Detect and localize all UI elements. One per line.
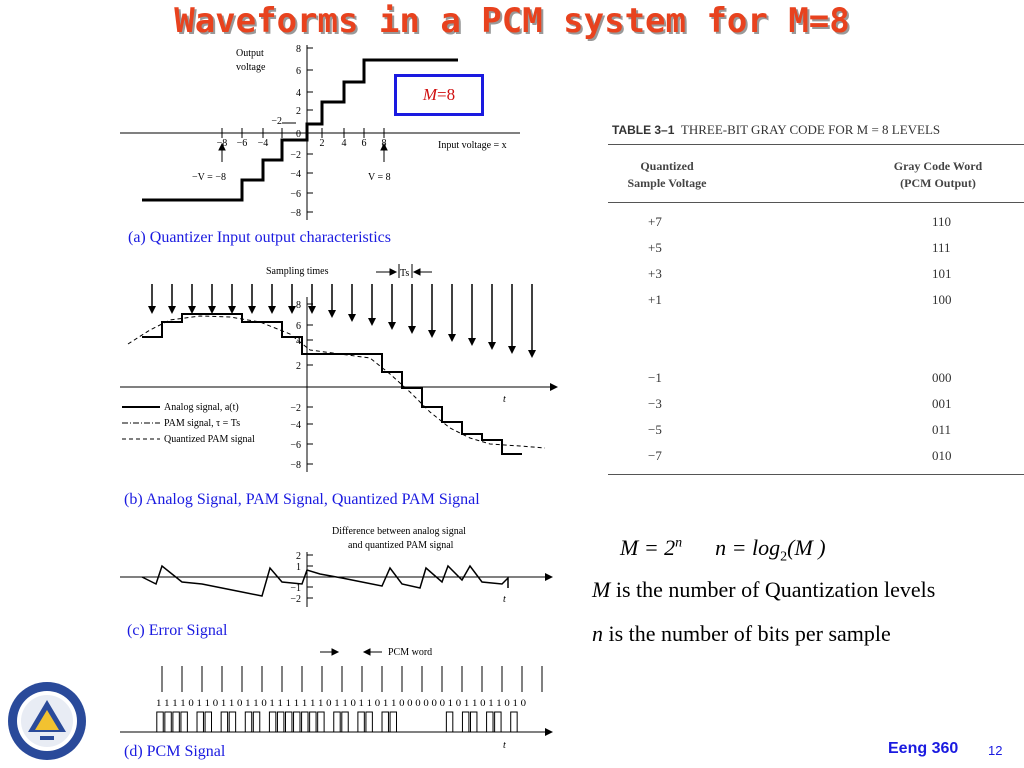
table-row	[608, 448, 1024, 474]
table-row	[608, 214, 1024, 240]
quantized-value: +7	[648, 214, 662, 229]
a-y-tick-label: −6	[290, 189, 301, 200]
sampling-arrowhead	[508, 346, 516, 354]
error-label-1: Difference between analog signal	[332, 526, 466, 537]
neg-v-label: −V = −8	[192, 172, 226, 183]
table-caption-text: THREE-BIT GRAY CODE FOR M = 8 LEVELS	[680, 122, 941, 137]
eq1-left: M = 2	[620, 535, 676, 560]
pos-v-label: V = 8	[368, 172, 391, 183]
a-x-tick-label: −2	[271, 116, 282, 127]
pcm-word-label: PCM word	[388, 647, 433, 658]
b-y-tick-label: 2	[296, 361, 301, 372]
formula-equations	[620, 535, 826, 565]
legend-analog: Analog signal, a(t)	[164, 402, 239, 413]
col-header-quantized	[612, 158, 722, 192]
caption-c: (c) Error Signal	[127, 622, 228, 639]
pcm-pulse	[205, 712, 211, 732]
pcm-pulse	[462, 712, 468, 732]
col1-line1: Quantized	[640, 159, 694, 173]
pcm-pulse	[487, 712, 493, 732]
pcm-pulse	[390, 712, 396, 732]
a-y-tick-label: 8	[296, 44, 301, 55]
pcm-signal-plot	[120, 640, 550, 750]
quantized-value: +1	[648, 292, 662, 307]
a-y-tick-label: 2	[296, 106, 301, 117]
pcm-pulse	[221, 712, 227, 732]
col2-line1: Gray Code Word	[893, 159, 983, 173]
n-var: n	[592, 621, 603, 646]
output-label-2: voltage	[236, 62, 266, 73]
pcm-pulse	[366, 712, 372, 732]
pcm-pulse	[342, 712, 348, 732]
ts-label: Ts	[400, 268, 410, 279]
col1-line2: Sample Voltage	[627, 176, 707, 190]
a-y-tick-label: −8	[290, 208, 301, 219]
b-y-tick-label: 4	[296, 336, 301, 347]
sampling-arrowhead	[428, 330, 436, 338]
t-label-d: t	[503, 740, 506, 751]
output-label-1: Output	[236, 48, 264, 59]
error-signal-plot	[120, 522, 550, 612]
input-voltage-label: Input voltage = x	[438, 140, 507, 151]
sampling-arrowhead	[148, 306, 156, 314]
pcm-pulse	[197, 712, 203, 732]
error-waveform	[142, 566, 508, 596]
sampling-arrowhead	[408, 326, 416, 334]
pcm-pulse	[495, 712, 501, 732]
m-equals-8-box	[394, 74, 484, 116]
gray-code-value: 101	[932, 266, 952, 281]
caption-a: (a) Quantizer Input output characteristics	[128, 229, 391, 246]
eq2-sub: 2	[780, 549, 788, 565]
legend-quantized-pam: Quantized PAM signal	[164, 434, 255, 445]
c-y-tick-label: 2	[296, 551, 301, 562]
b-y-tick-label: 8	[296, 300, 301, 311]
sampling-arrowhead	[368, 318, 376, 326]
sampling-arrowhead	[248, 306, 256, 314]
sampling-arrowhead	[528, 350, 536, 358]
pcm-pulse	[269, 712, 275, 732]
gray-code-value: 000	[932, 370, 952, 385]
table-row	[608, 370, 1024, 396]
sampling-arrowhead	[468, 338, 476, 346]
pcm-pulse	[382, 712, 388, 732]
eq2-left: n = log	[715, 535, 781, 560]
a-y-tick-label: 4	[296, 88, 301, 99]
pcm-pulse	[277, 712, 283, 732]
sampling-arrowhead	[228, 306, 236, 314]
a-y-tick-label: −2	[290, 150, 301, 161]
page-number: 12	[988, 743, 1003, 758]
pcm-pulse	[470, 712, 476, 732]
a-x-tick-label: 6	[361, 138, 367, 149]
pcm-pulse	[446, 712, 452, 732]
b-y-tick-label: 6	[296, 321, 301, 332]
table-row	[608, 240, 1024, 266]
pcm-pulse	[294, 712, 300, 732]
quantized-value: −3	[648, 396, 662, 411]
sampling-arrowhead	[388, 322, 396, 330]
pcm-bit-string: 1 1 1 1 0 1 1 0 1 1 0 1 1 0 1 1 1 1 1 1 1 0 1 1 0 1 1 0 1 1 0 0 0 0 0 0 1 0 1 1 0 1 1 0 1 0	[156, 698, 527, 708]
pcm-pulse	[165, 712, 171, 732]
pcm-pulse	[173, 712, 179, 732]
a-x-tick-label: 8	[381, 138, 387, 149]
m-box-var: M	[422, 85, 438, 104]
quantized-pam-staircase	[142, 314, 522, 454]
gray-code-value: 100	[932, 292, 952, 307]
gray-code-value: 001	[932, 396, 952, 411]
course-label: Eeng 360	[888, 740, 959, 757]
sampling-arrowhead	[308, 306, 316, 314]
a-y-tick-label: 0	[296, 129, 301, 140]
pcm-pulse	[285, 712, 291, 732]
pcm-pulse	[310, 712, 316, 732]
c-y-tick-label: 1	[296, 562, 301, 573]
eq1-sup: n	[675, 535, 683, 551]
table-row	[608, 396, 1024, 422]
quantized-value: −7	[648, 448, 662, 463]
c-y-tick-label: −2	[290, 594, 301, 605]
gray-code-value: 010	[932, 448, 952, 463]
sampling-arrowhead	[188, 306, 196, 314]
gray-code-value: 110	[932, 214, 952, 229]
pcm-pulse	[181, 712, 187, 732]
sampling-arrowhead	[288, 306, 296, 314]
pcm-pulse	[157, 712, 163, 732]
col-header-gray-code	[858, 158, 1018, 192]
pcm-pulse	[229, 712, 235, 732]
pcm-pulse	[245, 712, 251, 732]
c-y-tick-label: −1	[290, 583, 301, 594]
eq2-right: (M )	[787, 535, 826, 560]
pcm-pulse	[253, 712, 259, 732]
quantized-value: −1	[648, 370, 662, 385]
slide-title: Waveforms in a PCM system for M=8	[174, 1, 850, 41]
sampling-arrowhead	[168, 306, 176, 314]
pcm-pulse	[358, 712, 364, 732]
gray-code-value: 111	[932, 240, 951, 255]
caption-b: (b) Analog Signal, PAM Signal, Quantized PAM Signal	[124, 491, 480, 508]
table-number: 3–1	[654, 123, 675, 137]
legend-pam: PAM signal, τ = Ts	[164, 418, 241, 429]
sampling-arrowhead	[268, 306, 276, 314]
t-label-b: t	[503, 394, 506, 405]
t-label-c: t	[503, 594, 506, 605]
quantized-value: +3	[648, 266, 662, 281]
b-y-tick-label: −6	[290, 440, 301, 451]
m-desc: is the number of Quantization levels	[615, 577, 936, 602]
caption-d: (d) PCM Signal	[124, 743, 226, 760]
a-x-tick-label: 4	[341, 138, 347, 149]
a-x-tick-label: −8	[216, 138, 228, 149]
university-logo	[6, 680, 88, 762]
b-y-tick-label: −2	[290, 403, 301, 414]
table-prefix: TABLE	[612, 123, 652, 137]
pcm-pulse	[302, 712, 308, 732]
sampling-arrowhead	[328, 310, 336, 318]
m-definition	[592, 577, 935, 603]
sampling-arrowhead	[208, 306, 216, 314]
m-box-eq: =8	[437, 85, 456, 104]
pcm-pulse	[511, 712, 517, 732]
a-y-tick-label: −4	[290, 169, 301, 180]
table-row	[608, 422, 1024, 448]
quantizer-characteristic-plot	[120, 40, 540, 230]
sampling-arrowhead	[488, 342, 496, 350]
table-row	[608, 292, 1024, 318]
gray-code-value: 011	[932, 422, 952, 437]
n-definition	[592, 621, 891, 647]
error-label-2: and quantized PAM signal	[348, 540, 454, 551]
pcm-pulse	[318, 712, 324, 732]
a-x-tick-label: −4	[257, 138, 269, 149]
a-y-tick-label: 6	[296, 66, 301, 77]
m-var: M	[592, 577, 611, 602]
sampling-times-label: Sampling times	[266, 266, 329, 277]
sampling-arrowhead	[348, 314, 356, 322]
pcm-pulse	[334, 712, 340, 732]
b-y-tick-label: −4	[290, 420, 301, 431]
quantized-value: −5	[648, 422, 662, 437]
table-row	[608, 266, 1024, 292]
col2-line2: (PCM Output)	[900, 176, 976, 190]
a-x-tick-label: 2	[319, 138, 325, 149]
b-y-tick-label: −8	[290, 460, 301, 471]
n-desc: is the number of bits per sample	[608, 621, 891, 646]
sampled-signal-plot	[120, 262, 550, 487]
quantized-value: +5	[648, 240, 662, 255]
table-caption	[612, 122, 940, 138]
a-x-tick-label: −6	[236, 138, 248, 149]
sampling-arrowhead	[448, 334, 456, 342]
